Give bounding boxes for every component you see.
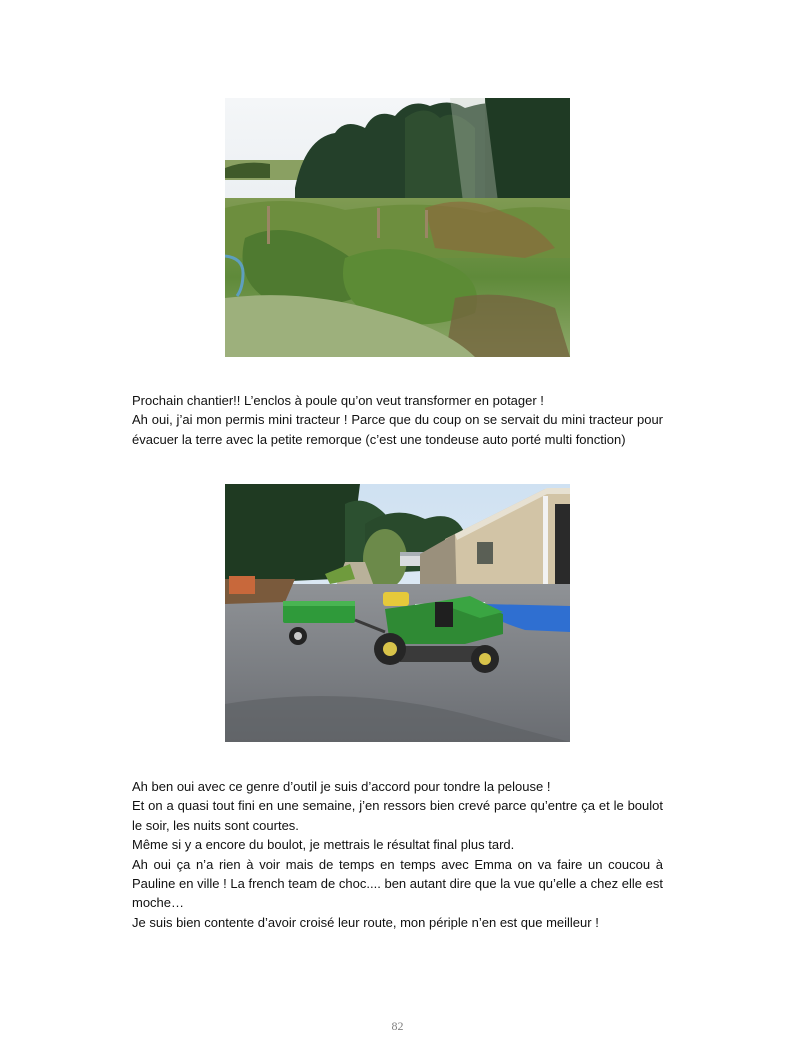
photo-mini-tractor (225, 484, 570, 742)
paragraph: Prochain chantier!! L’enclos à poule qu’on veut transformer en potager ! (132, 393, 544, 408)
paragraph: Je suis bien contente d’avoir croisé leur route, mon périple n’en est que meilleur ! (132, 914, 599, 930)
photo-chicken-enclosure (225, 98, 570, 357)
paragraph-group-2 (132, 777, 663, 932)
paragraph: Ah oui ça n’a rien à voir mais de temps en temps avec Emma on va faire un coucou à Pauline en ville ! La french team de choc.... ben autant dire que la vue qu’elle a chez elle est moche… (132, 856, 663, 911)
paragraph: Et on a quasi tout fini en une semaine, j’en ressors bien crevé parce qu’entre ça et le boulot le soir, les nuits sont courtes. (132, 798, 663, 833)
paragraph: Ah ben oui avec ce genre d’outil je suis d’accord pour tondre la pelouse ! (132, 779, 551, 794)
paragraph-group-1 (132, 391, 663, 449)
enclosure-illustration (225, 98, 570, 357)
paragraph: Ah oui, j’ai mon permis mini tracteur ! Parce que du coup on se servait du mini tracteur pour évacuer la terre avec la petite remorque (c’est une tondeuse auto porté multi fonction) (132, 412, 663, 447)
tractor-illustration (225, 484, 570, 742)
page-number: 82 (391, 1019, 404, 1033)
paragraph: Même si y a encore du boulot, je mettrais le résultat final plus tard. (132, 837, 515, 853)
